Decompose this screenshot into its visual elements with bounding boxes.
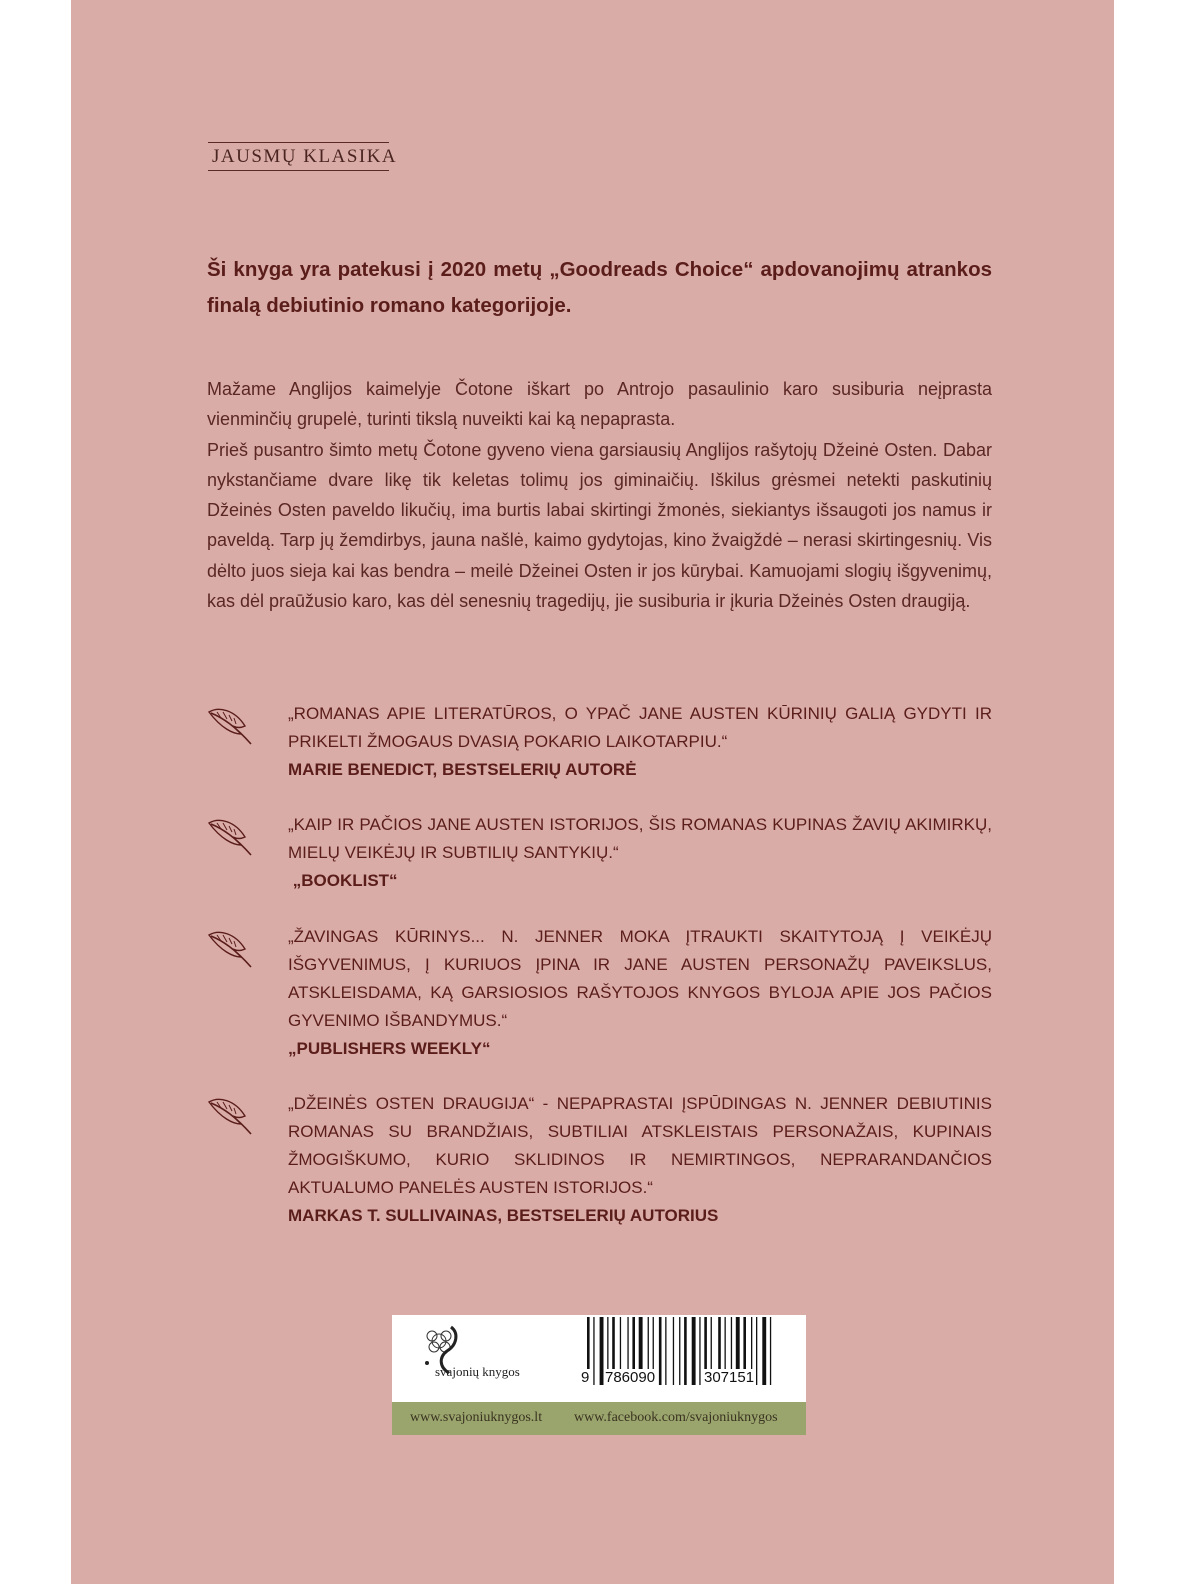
isbn-group-2: 307151 (704, 1369, 755, 1386)
barcode-bar (756, 1317, 757, 1385)
quill-icon (207, 704, 257, 748)
quote-text: „KAIP IR PAČIOS JANE AUSTEN ISTORIJOS, ŠIS ROMANAS KUPINAS ŽAVIŲ AKIMIRKŲ, MIELŲ VEIKĖJŲ IR SUBTILIŲ SANTYKIŲ.“ (288, 815, 992, 862)
publisher-links-band (392, 1402, 806, 1435)
barcode-bar (679, 1317, 680, 1385)
headline: Ši knyga yra patekusi į 2020 metų „Goodreads Choice“ apdovanojimų atrankos finalą debiutinio romano kategorijoje. (207, 258, 992, 317)
barcode-bar (600, 1317, 604, 1385)
barcode-bar (593, 1317, 594, 1385)
quote-source: „PUBLISHERS WEEKLY“ (288, 1039, 491, 1058)
publisher-name: svajonių knygos (435, 1364, 520, 1379)
review-quote (207, 700, 992, 784)
blurb-paragraph: Mažame Anglijos kaimelyje Čotone iškart po Antrojo pasaulinio karo susiburia neįprasta vienminčių grupelė, turinti tikslą nuveikti kai ką nepaprasta. (207, 379, 992, 430)
quote-source: MARIE BENEDICT, BESTSELERIŲ AUTORĖ (288, 760, 637, 779)
barcode-bar (762, 1317, 766, 1385)
quote-text: „ROMANAS APIE LITERATŪROS, O YPAČ JANE AUSTEN KŪRINIŲ GALIĄ GYDYTI IR PRIKELTI ŽMOGAUS DVASIĄ POKARIO LAIKOTARPIU.“ (288, 704, 992, 751)
barcode-bar (673, 1317, 674, 1385)
review-quote (207, 1090, 992, 1230)
quote-source: „BOOKLIST“ (288, 871, 398, 890)
isbn-first-digit: 9 (581, 1369, 590, 1386)
barcode-bar (699, 1317, 700, 1385)
barcode-bar (770, 1317, 771, 1385)
barcode-bar (684, 1317, 687, 1385)
barcode-bar (659, 1317, 662, 1385)
quote-source: MARKAS T. SULLIVAINAS, BESTSELERIŲ AUTORIUS (288, 1206, 719, 1225)
blurb (207, 374, 992, 616)
isbn-group-1: 786090 (605, 1369, 656, 1386)
barcode-bar (692, 1317, 696, 1385)
publisher-facebook: www.facebook.com/svajoniuknygos (574, 1410, 778, 1425)
quill-icon (207, 927, 257, 971)
quote-text: „ŽAVINGAS KŪRINYS... N. JENNER MOKA ĮTRAUKTI SKAITYTOJĄ Į VEIKĖJŲ IŠGYVENIMUS, Į KURIUOS ĮPINA IR JANE AUSTEN PERSONAŽŲ PAVEIKSLUS, ATSKLEISDAMA, KĄ GARSIOSIOS RAŠYTOJOS KNYGOS BYLOJA APIE JOS PAČIOS GYVENIMO IŠBANDYMUS.“ (288, 927, 992, 1030)
blurb-paragraph: Prieš pusantro šimto metų Čotone gyveno viena garsiausių Anglijos rašytojų Džeinė Osten. Dabar nykstančiame dvare likę tik keletas tolimų jos giminaičių. Iškilus grėsmei netekti paskutinių Džeinės Osten paveldo likučių, ima burtis labai skirtingi žmonės, siekiantys išsaugoti jos namus ir paveldą. Tarp jų žemdirbys, jauna našlė, kaimo gydytojas, kino žvaigždė – nerasi skirtingesnių. Vis dėlto juos sieja kai kas bendra – meilė Džeinei Osten ir jos kūrybai. Kamuojami slogių išgyvenimų, kas dėl praūžusio karo, kas dėl senesnių tragedijų, jie susiburia ir įkuria Džeinės Osten draugiją. (207, 439, 992, 612)
quote-text: „DŽEINĖS OSTEN DRAUGIJA“ - NEPAPRASTAI ĮSPŪDINGAS N. JENNER DEBIUTINIS ROMANAS SU BRANDŽIAIS, SUBTILIAI ATSKLEISTAIS PERSONAŽAIS, KUPINAIS ŽMOGIŠKUMO, KURIO SKLIDINOS IR NEMIRTINGOS, NEPRARANDANČIOS AKTUALUMO PANELĖS AUSTEN ISTORIJOS.“ (288, 1094, 992, 1197)
barcode-bar (665, 1317, 666, 1385)
quill-icon (207, 815, 257, 859)
publisher-website: www.svajoniuknygos.lt (410, 1410, 543, 1425)
series-label: JAUSMŲ KLASIKA (208, 142, 389, 171)
barcode-panel (392, 1315, 806, 1402)
quill-icon (207, 1094, 257, 1138)
review-quote (207, 811, 992, 895)
barcode-box (392, 1315, 806, 1435)
review-quote (207, 923, 992, 1063)
